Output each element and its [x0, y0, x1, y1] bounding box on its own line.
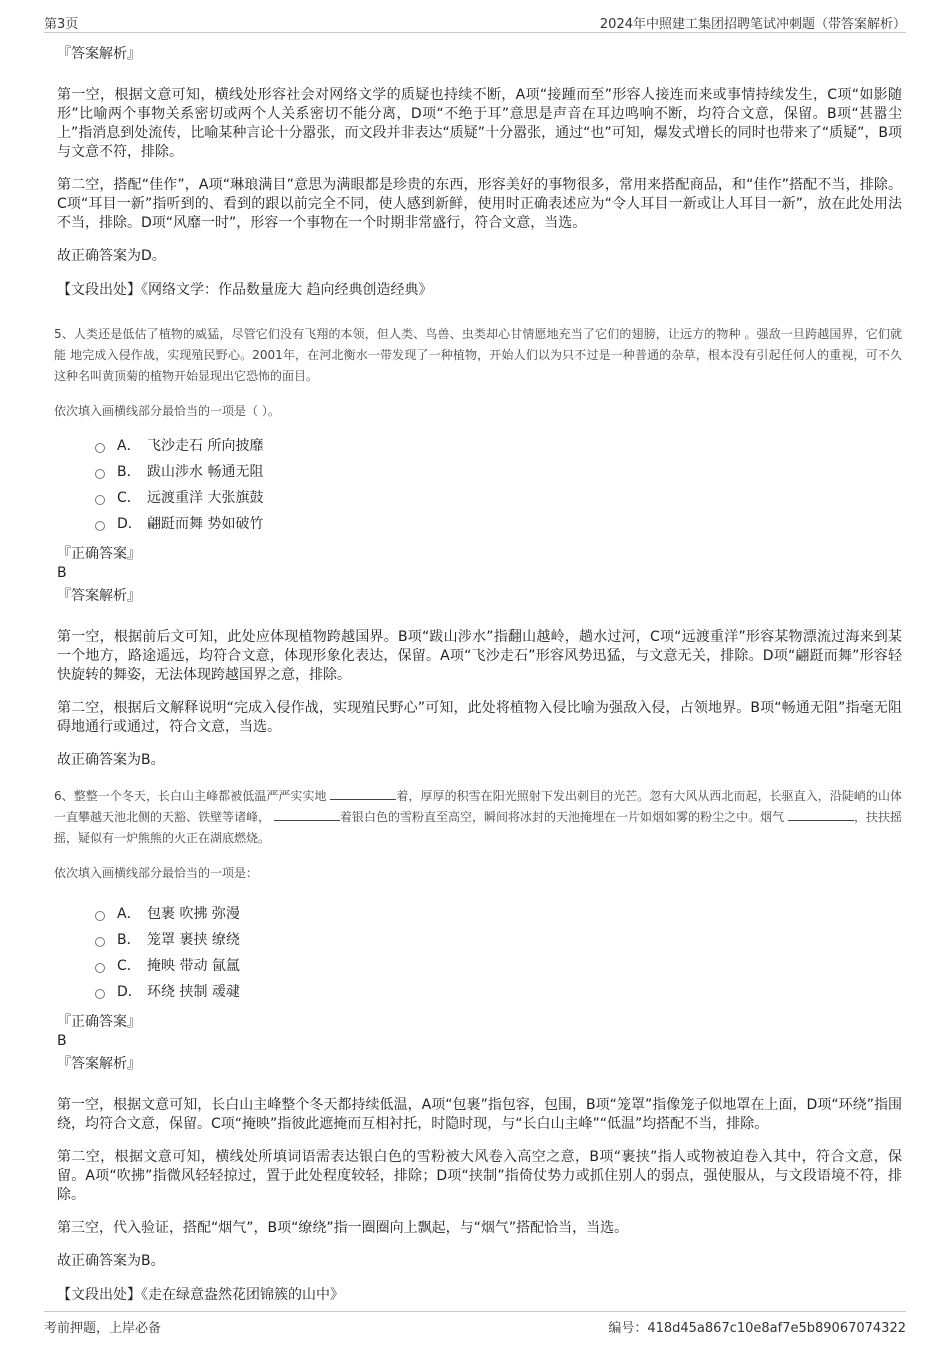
option-letter: A． — [117, 438, 141, 454]
fill-blank — [330, 786, 396, 800]
radio-button[interactable] — [95, 521, 105, 531]
option-text: 远渡重洋 大张旗鼓 — [147, 490, 264, 506]
option-text: 翩跹而舞 势如破竹 — [147, 516, 264, 532]
option-b[interactable] — [95, 931, 902, 957]
option-d[interactable] — [95, 515, 902, 541]
question-5-prompt: 依次填入画横线部分最恰当的一项是（ ）。 — [54, 404, 280, 418]
correct-answer-label: 『正确答案』 — [57, 1014, 141, 1030]
option-c[interactable] — [95, 957, 902, 983]
option-text: 包裹 吹拂 弥漫 — [147, 906, 240, 922]
option-text: 跋山涉水 畅通无阻 — [147, 464, 264, 480]
document-id: 编号：418d45a867c10e8af7e5b89067074322 — [608, 1321, 906, 1336]
analysis-conclusion: 故正确答案为B。 — [57, 752, 165, 768]
question-6-options — [57, 905, 902, 1009]
option-text: 飞沙走石 所向披靡 — [147, 438, 264, 454]
analysis-label: 『答案解析』 — [57, 588, 141, 604]
option-letter: C． — [117, 490, 141, 506]
analysis-paragraph: 第二空，搭配“佳作”，A项“琳琅满目”意思为满眼都是珍贵的东西，形容美好的事物很多，常用来搭配商品，和“佳作”搭配不当，排除。C项“耳目一新”指听到的、看到的跟以前完全不同，使人感到新鲜，使用时正确表述应为“令人耳目一新或让人耳目一新”，放在此处用法不当，排除。D项“风靡一时”，形容一个事物在一个时期非常盛行，符合文意，当选。 — [57, 177, 902, 231]
analysis-paragraph: 第一空，根据文意可知，横线处形容社会对网络文学的质疑也持续不断，A项“接踵而至”形容人接连而来或事情持续发生，C项“如影随形”比喻两个事物关系密切或两个人关系密切不能分离，D项“不绝于耳”意思是声音在耳边鸣响不断，均符合文意，保留。B项“甚嚣尘上”指消息到处流传，比喻某种言论十分嚣张，而文段并非表达“质疑”十分嚣张，通过“也”可知，爆发式增长的同时也带来了“质疑”，B项与文意不符，排除。 — [57, 87, 902, 160]
page-footer — [44, 1311, 906, 1334]
question-5-options — [57, 437, 902, 541]
stem-text: ，扶扶摇摇，疑似有一炉熊熊的火正在湖底燃烧。 — [54, 810, 902, 845]
stem-text: 着银白色的雪粉直至高空，瞬间将冰封的天池掩埋在一片如烟如雾的粉尘之中。烟气 — [339, 810, 788, 824]
analysis-paragraph: 第三空，代入验证，搭配“烟气”，B项“缭绕”指一圈圈向上飘起，与“烟气”搭配恰当，当选。 — [57, 1220, 629, 1236]
page-header — [44, 10, 906, 33]
radio-button[interactable] — [95, 937, 105, 947]
option-a[interactable] — [95, 437, 902, 463]
footer-slogan: 考前押题，上岸必备 — [44, 1321, 162, 1336]
option-letter: D． — [117, 984, 142, 1000]
analysis-label: 『答案解析』 — [57, 46, 141, 62]
analysis-label: 『答案解析』 — [57, 1056, 141, 1072]
radio-button[interactable] — [95, 989, 105, 999]
passage-source: 【文段出处】《走在绿意盎然花团锦簇的山中》 — [57, 1287, 344, 1303]
option-b[interactable] — [95, 463, 902, 489]
correct-answer-label: 『正确答案』 — [57, 546, 141, 562]
question-6-stem — [54, 786, 902, 849]
radio-button[interactable] — [95, 495, 105, 505]
stem-text: 着，厚厚的积雪在阳光照射下发出刺目的光芒。忽有大风从西北而起，长驱直入，沿陡峭的山体一直攀越天池北侧的天豁、铁壁等诸峰， — [54, 789, 902, 824]
option-text: 环绕 挟制 叆叇 — [147, 984, 240, 1000]
analysis-paragraph: 第二空，根据后文解释说明“完成入侵作战，实现殖民野心”可知，此处将植物入侵比喻为强敌入侵，占领地界。B项“畅通无阻”指毫无阻碍地通行或通过，符合文意，当选。 — [57, 700, 902, 735]
option-letter: D． — [117, 516, 142, 532]
question-5-stem: 5、人类还是低估了植物的威猛，尽管它们没有飞翔的本领，但人类、鸟兽、虫类却心甘情愿地充当了它们的翅膀，让远方的物种 。强敌一旦跨越国界，它们就能 地完成入侵作战，实现殖民野心。2001年，在河北衡水一带发现了一种植物，开始人们以为只不过是一种普通的杂草，根本没有引起任何人的重视，可不久这种名叫黄顶菊的植物开始显现出它恐怖的面目。 — [54, 327, 902, 383]
option-letter: C． — [117, 958, 141, 974]
radio-button[interactable] — [95, 911, 105, 921]
analysis-paragraph: 第一空，根据文意可知，长白山主峰整个冬天都持续低温，A项“包裹”指包容，包围，B项“笼罩”指像笼子似地罩在上面，D项“环绕”指围绕，均符合文意，保留。C项“掩映”指彼此遮掩而互相衬托，时隐时现，与“长白山主峰”“低温”均搭配不当，排除。 — [57, 1097, 902, 1132]
document-body — [54, 44, 902, 1329]
analysis-conclusion: 故正确答案为D。 — [57, 248, 166, 264]
option-d[interactable] — [95, 983, 902, 1009]
passage-source: 【文段出处】《网络文学：作品数量庞大 趋向经典创造经典》 — [57, 282, 433, 298]
correct-answer-value: B — [57, 1033, 67, 1049]
option-text: 笼罩 裹挟 缭绕 — [147, 932, 240, 948]
analysis-paragraph: 第二空，根据文意可知，横线处所填词语需表达银白色的雪粉被大风卷入高空之意，B项“裹挟”指人或物被迫卷入其中，符合文意，保留。A项“吹拂”指微风轻轻掠过，置于此处程度较轻，排除；D项“挟制”指倚仗势力或抓住别人的弱点，强使服从，与文段语境不符，排除。 — [57, 1149, 902, 1203]
fill-blank — [788, 807, 854, 821]
question-6-prompt: 依次填入画横线部分最恰当的一项是： — [54, 866, 259, 880]
fill-blank — [274, 807, 340, 821]
radio-button[interactable] — [95, 963, 105, 973]
document-title: 2024年中照建工集团招聘笔试冲刺题（带答案解析） — [599, 17, 906, 32]
analysis-conclusion: 故正确答案为B。 — [57, 1253, 165, 1269]
correct-answer-value: B — [57, 565, 67, 581]
page-number: 第3页 — [44, 17, 79, 32]
option-letter: B． — [117, 932, 141, 948]
stem-text: 6、整整一个冬天，长白山主峰都被低温严严实实地 — [54, 789, 331, 803]
option-text: 掩映 带动 氤氲 — [147, 958, 240, 974]
radio-button[interactable] — [95, 443, 105, 453]
option-letter: A． — [117, 906, 141, 922]
option-letter: B． — [117, 464, 141, 480]
option-c[interactable] — [95, 489, 902, 515]
radio-button[interactable] — [95, 469, 105, 479]
analysis-paragraph: 第一空，根据前后文可知，此处应体现植物跨越国界。B项“跋山涉水”指翻山越岭，趟水过河，C项“远渡重洋”形容某物漂流过海来到某一个地方，路途遥远，均符合文意，体现形象化表达，保留。A项“飞沙走石”形容风势迅猛，与文意无关，排除。D项“翩跹而舞”形容轻快旋转的舞姿，无法体现跨越国界之意，排除。 — [57, 629, 902, 683]
option-a[interactable] — [95, 905, 902, 931]
